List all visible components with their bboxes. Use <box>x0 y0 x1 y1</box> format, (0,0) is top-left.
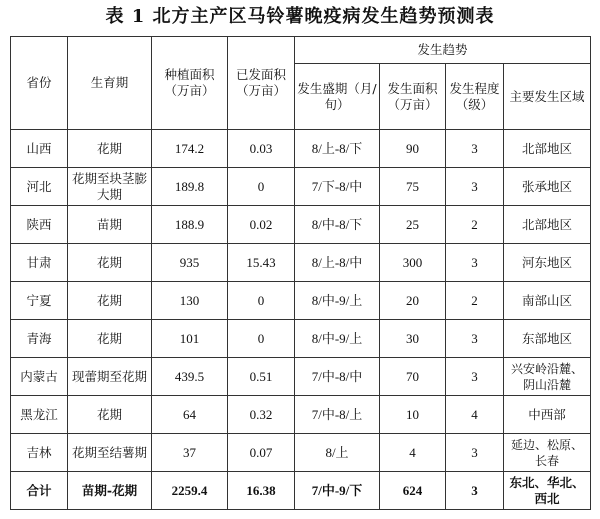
header-province: 省份 <box>11 37 68 130</box>
forecast-table <box>10 36 591 510</box>
cell-peak: 7/下-8/中 <box>295 168 380 206</box>
cell-degree: 4 <box>446 396 504 434</box>
cell-stage: 花期 <box>68 244 152 282</box>
header-row-1 <box>11 37 591 64</box>
cell-planting: 439.5 <box>152 358 228 396</box>
cell-peak: 8/上-8/中 <box>295 244 380 282</box>
cell-area: 75 <box>380 168 446 206</box>
total-stage: 苗期-花期 <box>68 472 152 510</box>
cell-area: 300 <box>380 244 446 282</box>
header-stage: 生育期 <box>68 37 152 130</box>
header-region: 主要发生区域 <box>504 64 591 130</box>
cell-peak: 8/上 <box>295 434 380 472</box>
cell-occurred: 0.07 <box>228 434 295 472</box>
cell-occurred: 0.51 <box>228 358 295 396</box>
cell-degree: 3 <box>446 358 504 396</box>
total-occurred: 16.38 <box>228 472 295 510</box>
cell-occurred: 0 <box>228 320 295 358</box>
total-area: 624 <box>380 472 446 510</box>
table-title: 表 1 北方主产区马铃薯晚疫病发生趋势预测表 <box>105 6 495 27</box>
cell-area: 30 <box>380 320 446 358</box>
cell-degree: 2 <box>446 206 504 244</box>
cell-region: 北部地区 <box>504 130 591 168</box>
cell-stage: 苗期 <box>68 206 152 244</box>
cell-province: 黑龙江 <box>11 396 68 434</box>
cell-province: 宁夏 <box>11 282 68 320</box>
cell-degree: 3 <box>446 168 504 206</box>
cell-province: 内蒙古 <box>11 358 68 396</box>
cell-stage: 花期至块茎膨大期 <box>68 168 152 206</box>
cell-degree: 2 <box>446 282 504 320</box>
total-degree: 3 <box>446 472 504 510</box>
table-row <box>11 130 591 168</box>
cell-planting: 935 <box>152 244 228 282</box>
cell-peak: 7/中-8/上 <box>295 396 380 434</box>
cell-area: 20 <box>380 282 446 320</box>
header-occurred-area: 已发面积（万亩） <box>228 37 295 130</box>
cell-planting: 188.9 <box>152 206 228 244</box>
table-row <box>11 168 591 206</box>
table-row <box>11 206 591 244</box>
cell-area: 90 <box>380 130 446 168</box>
cell-planting: 130 <box>152 282 228 320</box>
cell-peak: 8/中-9/上 <box>295 320 380 358</box>
total-province: 合计 <box>11 472 68 510</box>
cell-occurred: 0.02 <box>228 206 295 244</box>
header-peak: 发生盛期（月/旬） <box>295 64 380 130</box>
cell-region: 河东地区 <box>504 244 591 282</box>
table-row <box>11 244 591 282</box>
header-degree: 发生程度（级） <box>446 64 504 130</box>
table-row <box>11 358 591 396</box>
header-trend-area: 发生面积（万亩） <box>380 64 446 130</box>
cell-area: 70 <box>380 358 446 396</box>
cell-occurred: 0 <box>228 168 295 206</box>
cell-planting: 189.8 <box>152 168 228 206</box>
cell-province: 陕西 <box>11 206 68 244</box>
cell-peak: 8/上-8/下 <box>295 130 380 168</box>
cell-degree: 3 <box>446 244 504 282</box>
cell-province: 甘肃 <box>11 244 68 282</box>
table-row <box>11 320 591 358</box>
cell-peak: 7/中-8/中 <box>295 358 380 396</box>
cell-peak: 8/中-8/下 <box>295 206 380 244</box>
cell-occurred: 15.43 <box>228 244 295 282</box>
cell-region: 东部地区 <box>504 320 591 358</box>
cell-occurred: 0.32 <box>228 396 295 434</box>
cell-province: 青海 <box>11 320 68 358</box>
header-planting-area: 种植面积（万亩） <box>152 37 228 130</box>
cell-stage: 花期 <box>68 320 152 358</box>
cell-area: 25 <box>380 206 446 244</box>
cell-peak: 8/中-9/上 <box>295 282 380 320</box>
header-trend: 发生趋势 <box>295 37 591 64</box>
table-row <box>11 396 591 434</box>
cell-stage: 花期 <box>68 396 152 434</box>
cell-area: 10 <box>380 396 446 434</box>
cell-occurred: 0 <box>228 282 295 320</box>
cell-province: 河北 <box>11 168 68 206</box>
cell-planting: 37 <box>152 434 228 472</box>
cell-planting: 174.2 <box>152 130 228 168</box>
cell-region: 延边、松原、长春 <box>504 434 591 472</box>
total-peak: 7/中-9/下 <box>295 472 380 510</box>
cell-stage: 现蕾期至花期 <box>68 358 152 396</box>
cell-stage: 花期至结薯期 <box>68 434 152 472</box>
cell-region: 北部地区 <box>504 206 591 244</box>
cell-area: 4 <box>380 434 446 472</box>
total-planting: 2259.4 <box>152 472 228 510</box>
cell-degree: 3 <box>446 130 504 168</box>
total-region: 东北、华北、西北 <box>504 472 591 510</box>
table-row <box>11 434 591 472</box>
cell-stage: 花期 <box>68 282 152 320</box>
cell-province: 山西 <box>11 130 68 168</box>
cell-region: 兴安岭沿麓、阴山沿麓 <box>504 358 591 396</box>
cell-province: 吉林 <box>11 434 68 472</box>
cell-degree: 3 <box>446 320 504 358</box>
cell-region: 中西部 <box>504 396 591 434</box>
cell-degree: 3 <box>446 434 504 472</box>
cell-region: 张承地区 <box>504 168 591 206</box>
total-row <box>11 472 591 510</box>
table-row <box>11 282 591 320</box>
cell-region: 南部山区 <box>504 282 591 320</box>
cell-planting: 64 <box>152 396 228 434</box>
cell-stage: 花期 <box>68 130 152 168</box>
cell-occurred: 0.03 <box>228 130 295 168</box>
cell-planting: 101 <box>152 320 228 358</box>
